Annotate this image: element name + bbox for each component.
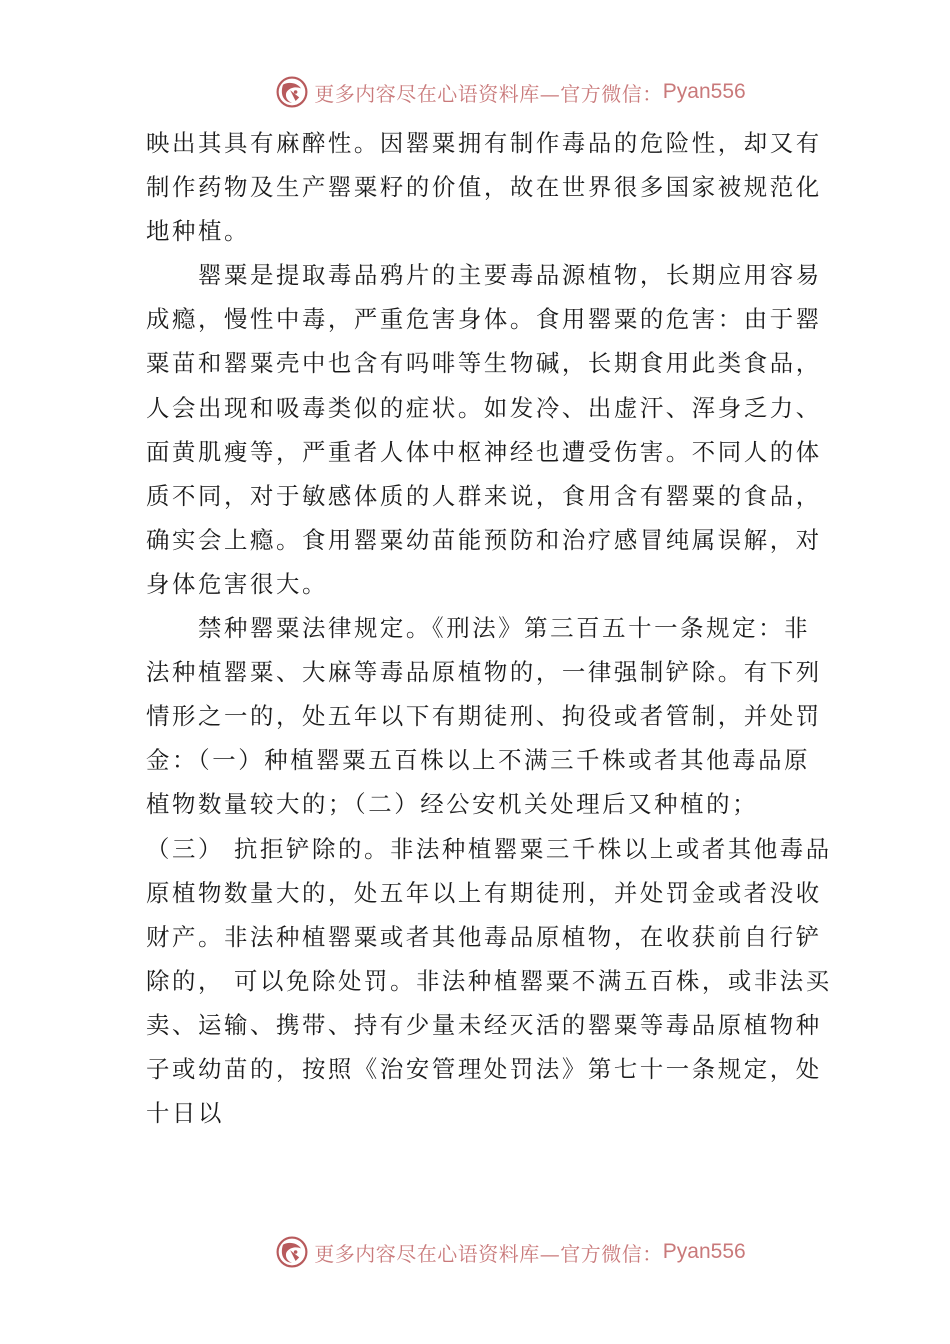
text-line: 人会出现和吸毒类似的症状。如发冷、出虚汗、浑身乏力、 xyxy=(146,393,822,422)
text-line: 情形之一的，处五年以下有期徒刑、拘役或者管制，并处罚 xyxy=(146,702,822,731)
paragraph-2 xyxy=(146,253,822,606)
text-line: 十日以 xyxy=(146,1099,224,1128)
footer-banner xyxy=(0,1232,950,1272)
document-body xyxy=(146,121,832,1135)
text-line: 成瘾，慢性中毒，严重危害身体。食用罂粟的危害：由于罂 xyxy=(146,305,822,334)
text-line: 地种植。 xyxy=(146,217,250,246)
text-line: 原植物数量大的，处五年以上有期徒刑，并处罚金或者没收 xyxy=(146,878,822,907)
text-line: 植物数量较大的；（二）经公安机关处理后又种植的； xyxy=(146,790,759,819)
text-line: 质不同，对于敏感体质的人群来说，食用含有罂粟的食品， xyxy=(146,481,822,510)
footer-wechat-id: Pyan556 xyxy=(662,1240,746,1263)
header-banner-text: 更多内容尽在心语资料库—官方微信： xyxy=(314,81,663,106)
text-line: 法种植罂粟、大麻等毒品原植物的，一律强制铲除。有下列 xyxy=(146,658,822,687)
text-line: （三） 抗拒铲除的。非法种植罂粟三千株以上或者其他毒品 xyxy=(146,834,832,863)
text-line: 禁种罂粟法律规定。《刑法》第三百五十一条规定：非 xyxy=(198,614,811,643)
text-line: 财产。非法种植罂粟或者其他毒品原植物，在收获前自行铲 xyxy=(146,922,822,951)
paragraph-3 xyxy=(146,606,832,1135)
text-line: 罂粟是提取毒品鸦片的主要毒品源植物，长期应用容易 xyxy=(198,261,822,290)
text-line: 确实会上瘾。食用罂粟幼苗能预防和治疗感冒纯属误解，对 xyxy=(146,525,822,554)
paragraph-1 xyxy=(146,121,822,253)
text-line: 身体危害很大。 xyxy=(146,569,328,598)
text-line: 映出其具有麻醉性。因罂粟拥有制作毒品的危险性，却又有 xyxy=(146,129,822,157)
xinyu-logo-icon xyxy=(274,74,310,110)
footer-banner-text: 更多内容尽在心语资料库—官方微信： xyxy=(314,1241,663,1266)
text-line: 面黄肌瘦等，严重者人体中枢神经也遭受伤害。不同人的体 xyxy=(146,437,822,466)
text-line: 制作药物及生产罂粟籽的价值，故在世界很多国家被规范化 xyxy=(146,173,822,202)
header-banner-inner xyxy=(274,74,745,110)
xinyu-logo-icon xyxy=(274,1234,310,1270)
text-line: 子或幼苗的，按照《治安管理处罚法》第七十一条规定，处 xyxy=(146,1054,822,1083)
header-banner xyxy=(0,72,950,112)
text-line: 卖、运输、携带、持有少量未经灭活的罂粟等毒品原植物种 xyxy=(146,1010,822,1039)
text-line: 粟苗和罂粟壳中也含有吗啡等生物碱，长期食用此类食品， xyxy=(146,349,822,378)
text-line: 金：（一）种植罂粟五百株以上不满三千株或者其他毒品原 xyxy=(146,746,811,775)
header-wechat-id: Pyan556 xyxy=(662,80,746,103)
footer-banner-inner xyxy=(274,1234,745,1270)
text-line: 除的， 可以免除处罚。非法种植罂粟不满五百株，或非法买 xyxy=(146,966,832,995)
